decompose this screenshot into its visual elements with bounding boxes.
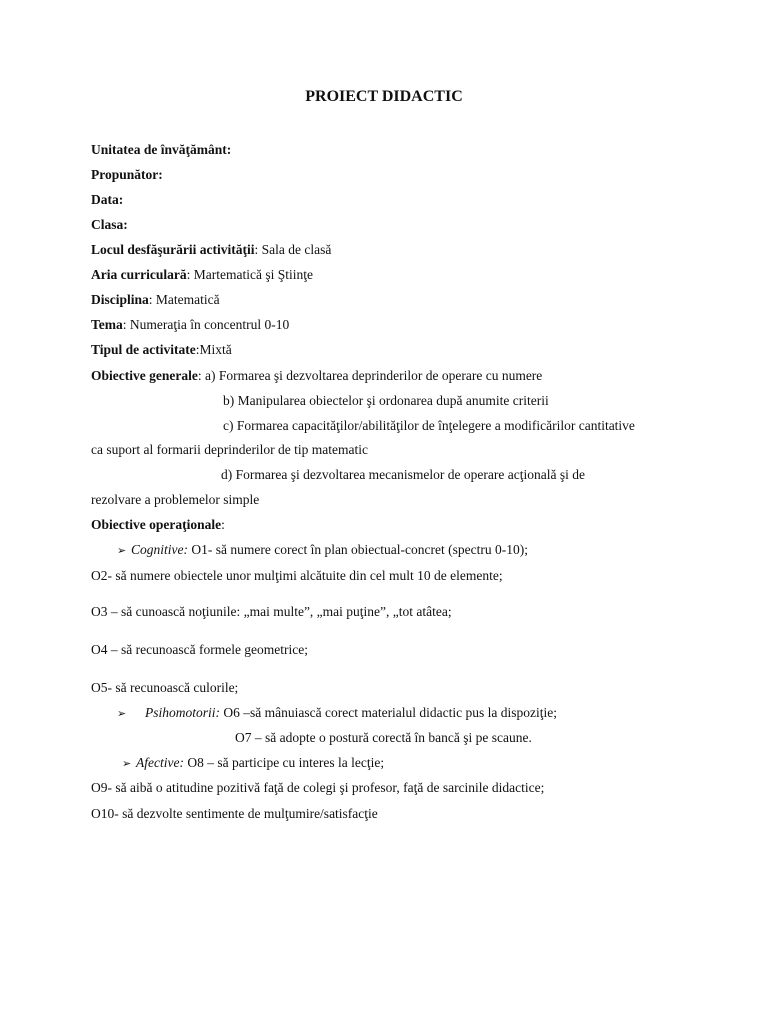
obiectiv-general-d1: d) Formarea şi dezvoltarea mecanismelor de operare acţională şi de: [221, 467, 585, 482]
obiectiv-general-c2: ca suport al formarii deprinderilor de tip matematic: [91, 442, 369, 457]
field-tema: [91, 317, 289, 333]
obiective-operationale-label: Obiective operaţionale: [91, 517, 222, 532]
objective-o7: O7 – să adopte o postură corectă în bancă şi pe scaune.: [235, 730, 532, 745]
objective-o5: O5- să recunoască culorile;: [91, 680, 239, 695]
obiective-generale-label: Obiective generale: [91, 368, 198, 383]
afective-label: Afective:: [136, 755, 184, 770]
objective-o3: O3 – să cunoască noţiunile: „mai multe”, „mai puţine”, „tot atâtea;: [91, 604, 452, 619]
field-disciplina-value: : Matematică: [148, 292, 220, 307]
cognitive-line: [117, 542, 528, 559]
field-propunator: Propunător:: [91, 167, 163, 182]
field-aria-label: Aria curriculară: [91, 267, 187, 282]
field-data: Data:: [91, 192, 124, 207]
arrow-bullet-icon: ➢: [117, 544, 127, 557]
psihomotorii-label: Psihomotorii:: [145, 705, 221, 720]
field-tema-label: Tema: [91, 317, 123, 332]
field-tema-value: : Numeraţia în concentrul 0-10: [122, 317, 290, 332]
field-tipul-value: :Mixtă: [195, 342, 232, 357]
obiectiv-general-c1: c) Formarea capacităţilor/abilităţilor de înţelegere a modificărilor cantitative: [223, 418, 635, 433]
field-disciplina: [91, 292, 220, 308]
afective-line: [122, 755, 384, 772]
arrow-bullet-icon: ➢: [122, 757, 132, 770]
objective-o2: O2- să numere obiectele unor mulţimi alcătuite din cel mult 10 de elemente;: [91, 568, 503, 583]
obiective-operationale-colon: :: [221, 517, 225, 532]
objective-o9: O9- să aibă o atitudine pozitivă faţă de colegi şi profesor, faţă de sarcinile didactice;: [91, 780, 545, 795]
psihomotorii-line: [117, 705, 557, 722]
arrow-bullet-icon: ➢: [117, 707, 127, 720]
objective-o1: O1- să numere corect în plan obiectual-concret (spectru 0-10);: [188, 542, 528, 557]
field-tipul-label: Tipul de activitate: [91, 342, 196, 357]
field-aria-value: : Martematică şi Ştiinţe: [186, 267, 313, 282]
objective-o10: O10- să dezvolte sentimente de mulţumire/satisfacţie: [91, 806, 378, 821]
cognitive-label: Cognitive:: [131, 542, 188, 557]
obiective-generale-a: [91, 368, 542, 384]
field-clasa: Clasa:: [91, 217, 128, 232]
objective-o6: O6 –să mânuiască corect materialul didactic pus la dispoziţie;: [220, 705, 558, 720]
field-aria: [91, 267, 313, 283]
obiectiv-general-b: b) Manipularea obiectelor şi ordonarea după anumite criterii: [223, 393, 549, 408]
field-locul: [91, 242, 331, 258]
obiectiv-general-d2: rezolvare a problemelor simple: [91, 492, 260, 507]
field-locul-value: : Sala de clasă: [254, 242, 332, 257]
obiective-operationale-heading: [91, 517, 225, 533]
objective-o8: O8 – să participe cu interes la lecţie;: [183, 755, 385, 770]
field-unitatea: Unitatea de învăţământ:: [91, 142, 232, 157]
obiectiv-general-a: : a) Formarea şi dezvoltarea deprinderilor de operare cu numere: [197, 368, 543, 383]
objective-o4: O4 – să recunoască formele geometrice;: [91, 642, 309, 657]
field-disciplina-label: Disciplina: [91, 292, 149, 307]
document-title: PROIECT DIDACTIC: [305, 88, 463, 105]
field-locul-label: Locul desfăşurării activităţii: [91, 242, 255, 257]
field-tipul: [91, 342, 232, 358]
